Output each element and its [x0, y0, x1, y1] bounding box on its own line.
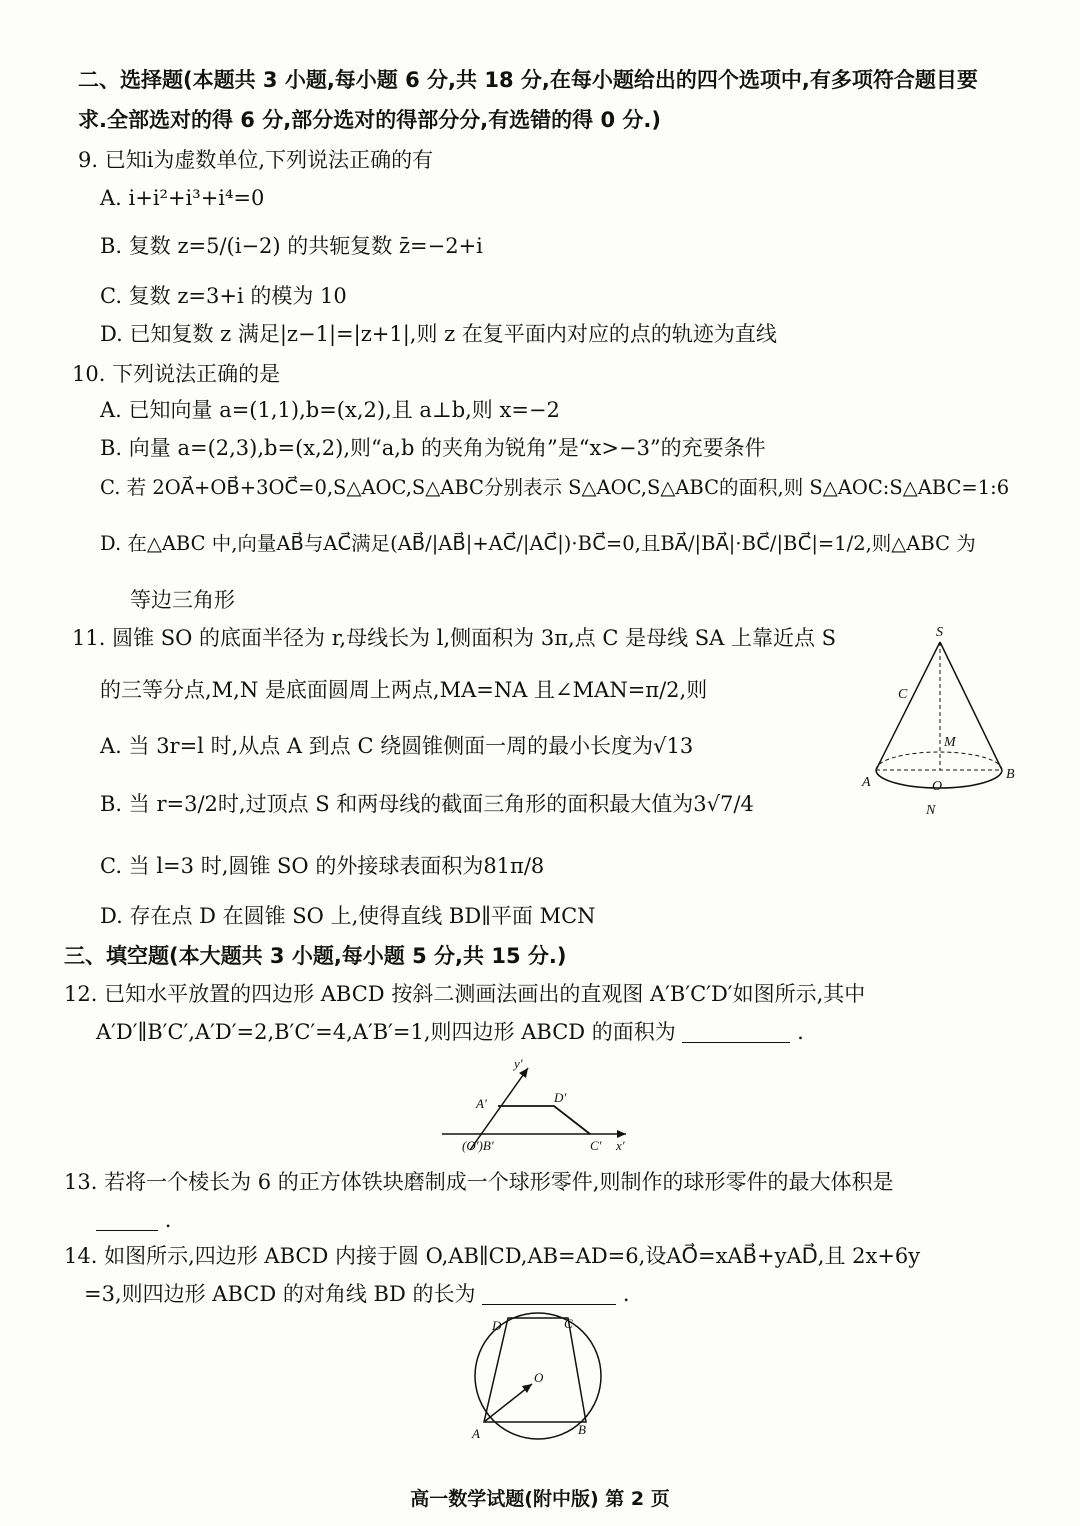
q9-option-a: A. i+i²+i³+i⁴=0 — [100, 186, 265, 210]
q14-answer-blank[interactable] — [482, 1282, 616, 1305]
section-2-header-cont: 求.全部选对的得 6 分,部分选对的得部分分,有选错的得 0 分.) — [78, 108, 661, 132]
cone-generatrix-sb — [940, 642, 1002, 770]
q11-option-b: B. 当 r=3/2时,过顶点 S 和两母线的截面三角形的面积最大值为3√7/4 — [100, 792, 754, 816]
label-c-prime: C′ — [590, 1138, 602, 1153]
q10-option-c: C. 若 2OA⃗+OB⃗+3OC⃗=0,S△AOC,S△ABC分别表示 S△AOC,S△ABC的面积,则 S△AOC:S△ABC=1:6 — [100, 476, 1010, 499]
inscribed-quadrilateral-figure — [464, 1310, 614, 1446]
cone-figure — [856, 620, 1026, 820]
label-o-b-prime: (O′)B′ — [462, 1138, 494, 1153]
q10-option-d-cont: 等边三角形 — [130, 588, 235, 612]
q11-option-a: A. 当 3r=l 时,从点 A 到点 C 绕圆锥侧面一周的最小长度为√13 — [100, 734, 694, 758]
cone-base-back — [876, 752, 1002, 770]
q11-stem: 11. 圆锥 SO 的底面半径为 r,母线长为 l,侧面积为 3π,点 C 是母线 SA 上靠近点 S — [72, 626, 837, 650]
cone-label-c: C — [898, 687, 908, 702]
q13-stem-cont — [96, 1206, 171, 1234]
q9-stem: 9. 已知i为虚数单位,下列说法正确的有 — [78, 148, 434, 172]
oblique-drawing-figure — [430, 1050, 640, 1160]
cone-label-s: S — [936, 625, 943, 640]
q9-option-b: B. 复数 z=5/(i−2) 的共轭复数 z̄=−2+i — [100, 234, 483, 258]
label-x-prime: x′ — [616, 1138, 625, 1153]
q12-stem-cont — [96, 1018, 804, 1046]
q9-option-d: D. 已知复数 z 满足|z−1|=|z+1|,则 z 在复平面内对应的点的轨迹为直线 — [100, 322, 777, 346]
q14-period: . — [622, 1282, 630, 1306]
q10-option-a: A. 已知向量 a=(1,1),b=(x,2),且 a⊥b,则 x=−2 — [100, 398, 560, 422]
circle-label-c: C — [564, 1316, 573, 1331]
q11-option-c: C. 当 l=3 时,圆锥 SO 的外接球表面积为81π/8 — [100, 854, 545, 878]
cone-generatrix-sa — [876, 642, 940, 770]
q10-option-b: B. 向量 a=(2,3),b=(x,2),则“a,b 的夹角为锐角”是“x>−3”的充要条件 — [100, 436, 766, 460]
label-d-prime: D′ — [554, 1090, 567, 1105]
q11-option-d: D. 存在点 D 在圆锥 SO 上,使得直线 BD∥平面 MCN — [100, 904, 596, 928]
section-3-header: 三、填空题(本大题共 3 小题,每小题 5 分,共 15 分.) — [64, 944, 567, 968]
q14-stem: 14. 如图所示,四边形 ABCD 内接于圆 O,AB∥CD,AB=AD=6,设AO⃗=xAB⃗+yAD⃗,且 2x+6y — [64, 1244, 921, 1268]
circle-label-d: D — [492, 1318, 502, 1333]
q10-option-d: D. 在△ABC 中,向量AB⃗与AC⃗满足(AB⃗/|AB⃗|+AC⃗/|AC⃗|)·BC⃗=0,且BA⃗/|BA⃗|·BC⃗/|BC⃗|=1/2,则△ABC 为 — [100, 532, 976, 555]
q13-answer-blank[interactable] — [96, 1208, 158, 1231]
circle-label-o: O — [534, 1370, 544, 1385]
cone-label-b: B — [1006, 767, 1015, 782]
q10-stem: 10. 下列说法正确的是 — [72, 362, 281, 386]
q12-period: . — [797, 1020, 804, 1044]
q14-stem-text: =3,则四边形 ABCD 的对角线 BD 的长为 — [84, 1282, 476, 1306]
q12-stem: 12. 已知水平放置的四边形 ABCD 按斜二测画法画出的直观图 A′B′C′D′如图所示,其中 — [64, 982, 866, 1006]
cone-label-a: A — [862, 775, 871, 790]
circle-label-b: B — [578, 1422, 586, 1437]
quadrilateral-a-d-c — [498, 1106, 590, 1134]
cone-label-m: M — [944, 735, 956, 750]
section-2-header: 二、选择题(本题共 3 小题,每小题 6 分,共 18 分,在每小题给出的四个选项中,有多项符合题目要 — [78, 68, 978, 92]
q14-stem-cont — [84, 1280, 630, 1308]
label-a-prime: A′ — [476, 1096, 487, 1111]
circle-label-a: A — [472, 1426, 480, 1441]
label-y-prime: y′ — [514, 1056, 523, 1071]
cone-label-o: O — [932, 779, 943, 794]
q13-stem: 13. 若将一个棱长为 6 的正方体铁块磨制成一个球形零件,则制作的球形零件的最大体积是 — [64, 1170, 894, 1194]
q12-answer-blank[interactable] — [682, 1020, 790, 1043]
cone-label-n: N — [926, 803, 936, 818]
q11-stem-cont: 的三等分点,M,N 是底面圆周上两点,MA=NA 且∠MAN=π/2,则 — [100, 678, 708, 702]
q9-option-c: C. 复数 z=3+i 的模为 10 — [100, 284, 347, 308]
q13-period: . — [164, 1208, 172, 1232]
q12-stem-text: A′D′∥B′C′,A′D′=2,B′C′=4,A′B′=1,则四边形 ABCD 的面积为 — [96, 1020, 676, 1044]
x-axis-arrow — [617, 1130, 626, 1138]
page-footer: 高一数学试题(附中版) 第 2 页 — [410, 1488, 670, 1510]
